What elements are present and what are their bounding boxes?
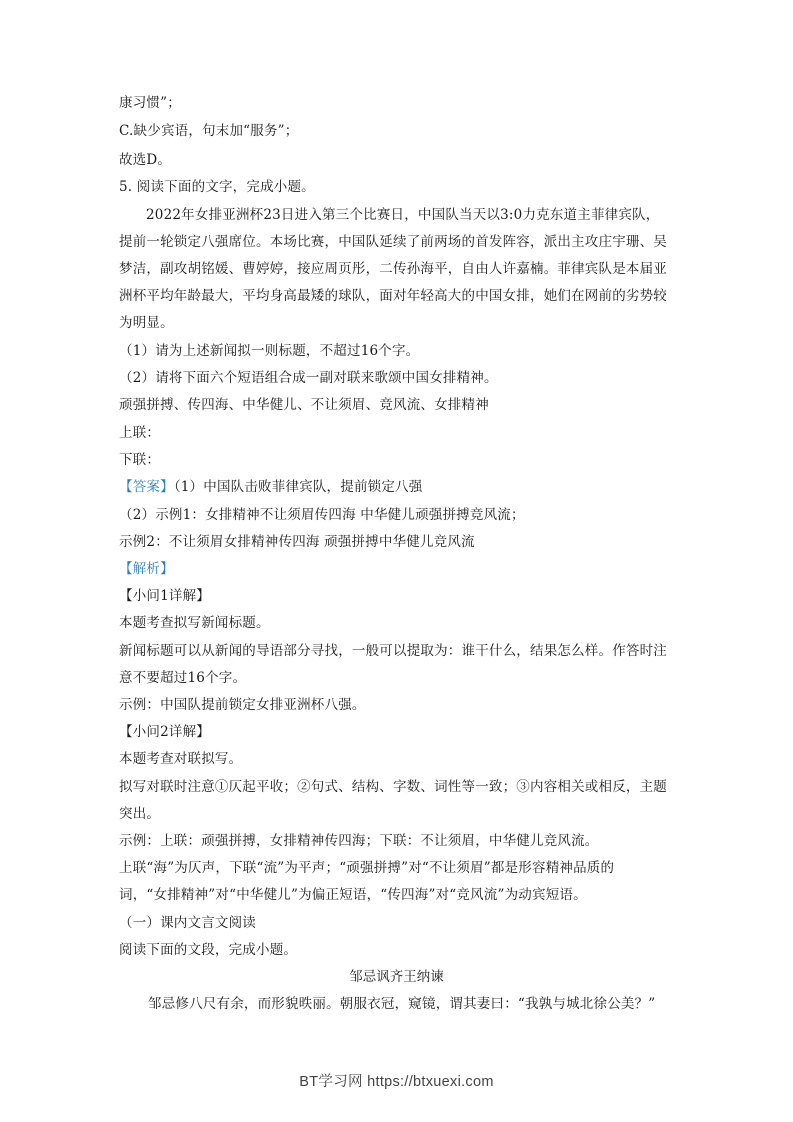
footer-watermark: BT学习网 https://btxuexi.com (299, 1074, 494, 1090)
passage-line: 2022年女排亚洲杯23日进入第三个比赛日，中国队当天以3:0力克东道主菲律宾队， (146, 207, 660, 223)
sub-question: （2）请将下面六个短语组合成一副对联来歌颂中国女排精神。 (119, 370, 498, 386)
passage-line: 提前一轮锁定八强席位。本场比赛，中国队延续了前两场的首发阵容，派出主攻庄宇珊、吴 (119, 234, 667, 250)
text-line: C.缺少宾语，句末加“服务”； (119, 123, 299, 139)
classical-title: 邹忌讽齐王纳谏 (349, 969, 444, 985)
analysis-line: 突出。 (119, 806, 161, 822)
answer-line: （2）示例1：女排精神不让须眉传四海 中华健儿顽强拼搏竞风流； (119, 507, 525, 523)
passage-line: 洲杯平均年龄最大，平均身高最矮的球队，面对年轻高大的中国女排，她们在网前的劣势较 (119, 288, 667, 304)
phrase-list: 顽强拼搏、传四海、中华健儿、不让须眉、竞风流、女排精神 (119, 397, 489, 413)
analysis-line: 示例：中国队提前锁定女排亚洲杯八强。 (119, 697, 366, 713)
analysis-line: 上联“海”为仄声，下联“流”为平声；“顽强拼搏”对“不让须眉”都是形容精神品质的 (119, 860, 615, 876)
text-line: 康习惯”； (119, 95, 181, 111)
analysis-line: 意不要超过16个字。 (119, 670, 247, 686)
subquestion-heading: 【小问2详解】 (119, 724, 210, 740)
analysis-line: 本题考查对联拟写。 (119, 751, 243, 767)
analysis-tag: 【解析】 (119, 561, 174, 577)
classical-text-line: 邹忌修八尺有余，而形貌昳丽。朝服衣冠，窥镜，谓其妻曰：“我孰与城北徐公美？” (148, 996, 656, 1012)
upper-couplet-label: 上联： (119, 425, 161, 441)
answer-tag: 【答案】 (119, 479, 174, 495)
question-heading: 5. 阅读下面的文字，完成小题。 (119, 179, 315, 195)
lower-couplet-label: 下联： (119, 452, 161, 468)
answer-line: 示例2：不让须眉女排精神传四海 顽强拼搏中华健儿竞风流 (119, 534, 475, 550)
instruction-line: 阅读下面的文段，完成小题。 (119, 942, 298, 958)
analysis-line: 词，“女排精神”对“中华健儿”为偏正短语，“传四海”对“竞风流”为动宾短语。 (119, 887, 587, 903)
passage-line: 为明显。 (119, 315, 174, 331)
answer-text: （1）中国队击败菲律宾队，提前锁定八强 (173, 479, 423, 495)
analysis-line: 拟写对联时注意①仄起平收；②句式、结构、字数、词性等一致；③内容相关或相反，主题 (119, 779, 667, 795)
text-line: 故选D。 (119, 152, 172, 168)
analysis-line: 本题考查拟写新闻标题。 (119, 615, 270, 631)
passage-line: 梦洁，副攻胡铭媛、曹婷婷，接应周页彤，二传孙海平，自由人许嘉楠。菲律宾队是本届亚 (119, 261, 667, 277)
sub-question: （1）请为上述新闻拟一则标题，不超过16个字。 (119, 343, 420, 359)
analysis-line: 新闻标题可以从新闻的导语部分寻找，一般可以提取为：谁干什么，结果怎么样。作答时注 (119, 643, 667, 659)
section-heading: （一）课内文言文阅读 (119, 915, 256, 931)
answer-line (119, 478, 422, 496)
subquestion-heading: 【小问1详解】 (119, 588, 210, 604)
analysis-line: 示例：上联：顽强拼搏，女排精神传四海；下联：不让须眉，中华健儿竞风流。 (119, 833, 599, 849)
